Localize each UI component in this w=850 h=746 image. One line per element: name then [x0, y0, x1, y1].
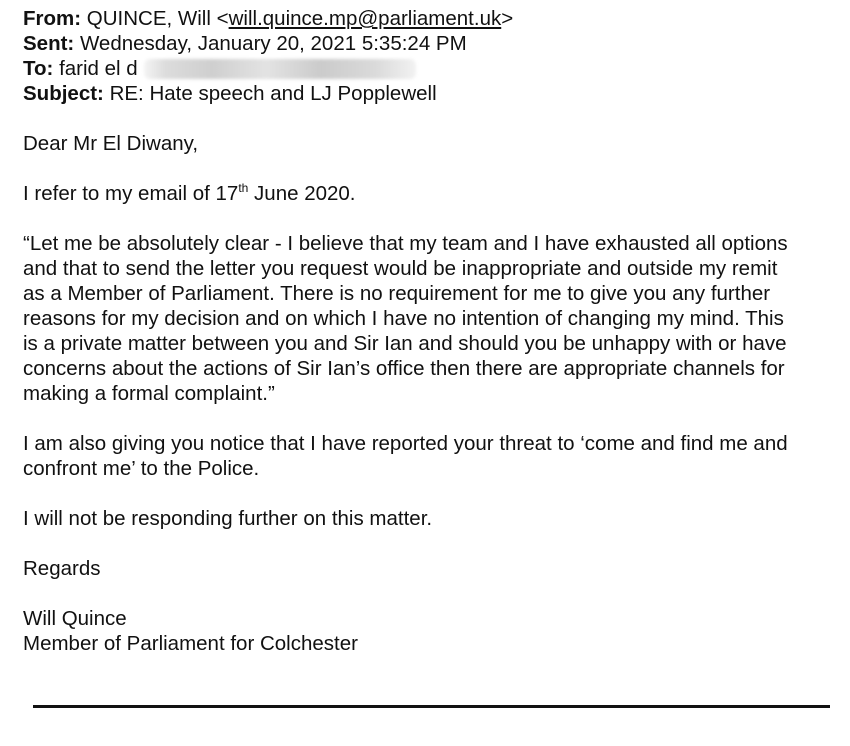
subject-label: Subject: [23, 82, 104, 105]
quote-line: is a private matter between you and Sir Ian and should you be unhappy with or have [23, 332, 787, 355]
quote-line: and that to send the letter you request would be inappropriate and outside my remit [23, 257, 778, 280]
quote-line: as a Member of Parliament. There is no requirement for me to give you any further [23, 282, 771, 305]
to-value: farid el d [59, 57, 138, 80]
salutation: Dear Mr El Diwany, [23, 132, 199, 155]
signature-name: Will Quince [23, 607, 127, 630]
reference-text-end: June 2020. [248, 182, 356, 205]
quote-line: reasons for my decision and on which I have no intention of changing my mind. This [23, 307, 784, 330]
subject-value: RE: Hate speech and LJ Popplewell [109, 82, 437, 105]
email-document [23, 6, 833, 656]
sent-label: Sent: [23, 32, 75, 55]
from-email-close: > [501, 7, 514, 30]
to-label: To: [23, 57, 54, 80]
signature-title: Member of Parliament for Colchester [23, 632, 358, 655]
email-header [23, 6, 833, 106]
redacted-email-blur [144, 59, 416, 79]
notice-paragraph [23, 431, 833, 481]
signoff: Regards [23, 557, 101, 580]
quote-line: concerns about the actions of Sir Ian’s office then there are appropriate channels for [23, 357, 785, 380]
bottom-divider [33, 705, 830, 708]
to-line [23, 56, 833, 81]
reference-text-start: I refer to my email of 17 [23, 182, 239, 205]
quoted-paragraph [23, 231, 833, 406]
signature-block [23, 606, 833, 656]
subject-line [23, 81, 833, 106]
quote-line: making a formal complaint.” [23, 382, 275, 405]
from-name: QUINCE, Will [86, 7, 211, 30]
reference-paragraph [23, 181, 833, 206]
sent-line [23, 31, 833, 56]
notice-line: confront me’ to the Police. [23, 457, 260, 480]
closing-statement: I will not be responding further on this matter. [23, 507, 433, 530]
from-label: From: [23, 7, 82, 30]
from-email-open: < [216, 7, 229, 30]
from-email-link[interactable]: will.quince.mp@parliament.uk [228, 7, 502, 30]
notice-line: I am also giving you notice that I have reported your threat to ‘come and find me and [23, 432, 788, 455]
quote-line: “Let me be absolutely clear - I believe that my team and I have exhausted all options [23, 232, 788, 255]
from-line [23, 6, 833, 31]
ordinal-suffix: th [238, 181, 249, 195]
sent-value: Wednesday, January 20, 2021 5:35:24 PM [79, 32, 467, 55]
